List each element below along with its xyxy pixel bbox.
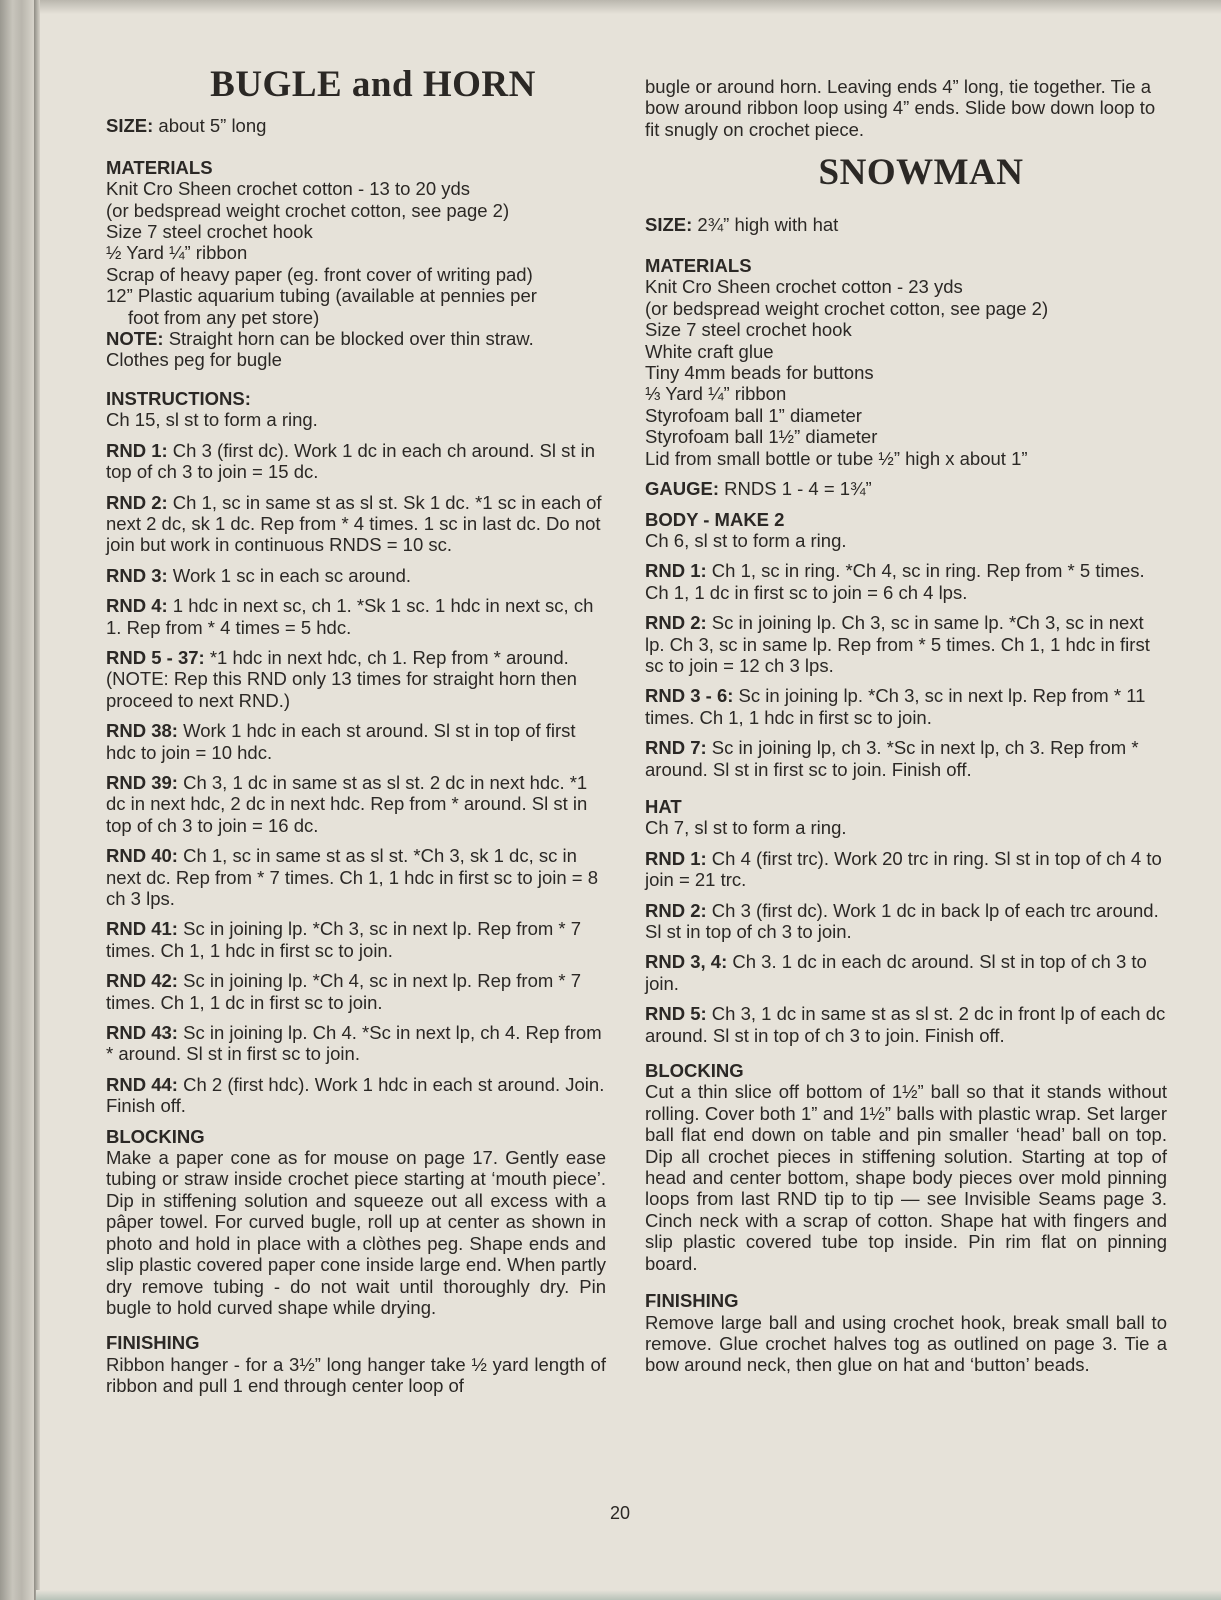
snowman-blocking-text: Cut a thin slice off bottom of 1½” ball so that it stands without rolling. Cover both 1” and 1½” balls with plastic wrap. Set larger ball flat end down on table and pin smaller ‘head’ ball on top. Dip all crochet pieces in stiffening solution. Starting at top of head and center bottom, shape body pieces over mold pinning loops from last RND tip to tip — see Invisible Seams page 3. Cinch neck with a scrap of cotton. Shape hat with fingers and slip plastic covered tube top inside. Pin rim flat on pinning board.: [645, 1081, 1167, 1274]
snowman-finishing-text: Remove large ball and using crochet hook, break small ball to remove. Glue crochet halves tog as outlined on page 3. Tie a bow around neck, then glue on hat and ‘button’ beads.: [645, 1311, 1167, 1376]
bugle-material-item: Knit Cro Sheen crochet cotton - 13 to 20 yds: [106, 178, 471, 200]
snowman-size-value: 2¾” high with hat: [692, 213, 839, 235]
snowman-size: [645, 214, 1167, 235]
round-text: Ch 4 (first trc). Work 20 trc in ring. Sl st in top of ch 4 to join = 21 trc.: [645, 847, 1162, 891]
bugle-round: [106, 492, 606, 556]
snowman-body-heading: BODY - MAKE 2: [645, 508, 785, 530]
round-text: Work 1 hdc in each st around. Sl st in top of first hdc to join = 10 hdc.: [106, 720, 576, 763]
round-text: Ch 1, sc in same st as sl st. *Ch 3, sk 1 dc, sc in next dc. Rep from * 7 times. Ch 1, 1 hdc in first sc to join = 8 ch 3 lps.: [106, 845, 599, 909]
gauge-text: RNDS 1 - 4 = 1¾”: [719, 478, 872, 500]
round-label: RND 44:: [106, 1073, 178, 1095]
snowman-materials-heading: MATERIALS: [645, 255, 752, 277]
bugle-round: [106, 1022, 606, 1065]
bugle-note-label: NOTE:: [106, 328, 164, 350]
bugle-column: [106, 64, 606, 1397]
snowman-body-round: [645, 737, 1167, 780]
bugle-round: [106, 565, 606, 586]
round-label: RND 39:: [106, 771, 178, 793]
round-label: RND 3:: [106, 564, 168, 586]
snowman-material-item: Knit Cro Sheen crochet cotton - 23 yds: [645, 276, 963, 298]
bugle-round: [106, 595, 606, 638]
round-text: Sc in joining lp. Ch 3, sc in same lp. *Ch 3, sc in next lp. Ch 3, sc in same lp. Rep from * 5 times. Ch 1, 1 hdc in first sc to join = 12 ch 3 lps.: [645, 612, 1150, 676]
round-label: RND 7:: [645, 737, 707, 759]
round-text: Ch 3. 1 dc in each dc around. Sl st in top of ch 3 to join.: [645, 951, 1147, 994]
round-text: 1 hdc in next sc, ch 1. *Sk 1 sc. 1 hdc in next sc, ch 1. Rep from * 4 times = 5 hdc.: [106, 595, 594, 638]
round-label: RND 5 - 37:: [106, 646, 205, 668]
bugle-material-item-continued: foot from any pet store): [128, 306, 320, 328]
snowman-body-round: [645, 560, 1167, 603]
round-text: Ch 3 (first dc). Work 1 dc in back lp of each trc around. Sl st in top of ch 3 to join.: [645, 899, 1159, 942]
bugle-blocking-heading: BLOCKING: [106, 1125, 205, 1147]
round-label: RND 2:: [645, 899, 707, 921]
round-text: Ch 1, sc in ring. *Ch 4, sc in ring. Rep from * 5 times. Ch 1, 1 dc in first sc to join = 6 ch 4 lps.: [645, 560, 1145, 603]
round-label: RND 42:: [106, 970, 178, 992]
bugle-size: [106, 115, 606, 136]
round-label: RND 5:: [645, 1003, 707, 1025]
snowman-body-round: [645, 685, 1167, 728]
snowman-gauge: [645, 478, 1167, 499]
snowman-material-item: Styrofoam ball 1½” diameter: [645, 426, 878, 448]
snowman-material-item: Styrofoam ball 1” diameter: [645, 404, 862, 426]
round-label: RND 43:: [106, 1022, 178, 1044]
bugle-round: [106, 845, 606, 909]
bugle-note-text: Straight horn can be blocked over thin straw.: [163, 328, 534, 350]
round-text: Sc in joining lp. Ch 4. *Sc in next lp, ch 4. Rep from * around. Sl st in first sc to join.: [106, 1022, 602, 1065]
page-number: 20: [609, 1503, 631, 1523]
bugle-material-item: Scrap of heavy paper (eg. front cover of writing pad): [106, 263, 533, 285]
snowman-blocking-heading: BLOCKING: [645, 1060, 744, 1082]
top-edge-shadow: [0, 0, 1221, 14]
bugle-blocking-text: Make a paper cone as for mouse on page 17. Gently ease tubing or straw inside crochet piece starting at ‘mouth piece’. Dip in stiffening solution and squeeze out all excess with a pâper towel. For curved bugle, roll up at center as shown in photo and hold in place with a clòthes peg. Shape ends and slip plastic covered paper cone inside large end. When partly dry remove tubing - do not wait until thoroughly dry. Pin bugle to hold curved shape while drying.: [106, 1147, 606, 1318]
snowman-material-item: ⅓ Yard ¼” ribbon: [645, 383, 787, 405]
bugle-material-item: Clothes peg for bugle: [106, 349, 282, 371]
bugle-round: [106, 720, 606, 763]
bugle-material-item: ½ Yard ¼” ribbon: [106, 242, 248, 264]
round-text: *1 hdc in next hdc, ch 1. Rep from * around. (NOTE: Rep this RND only 13 times for straight horn then proceed to next RND.): [106, 646, 577, 711]
snowman-hat-round: [645, 848, 1167, 891]
round-text: Sc in joining lp. *Ch 3, sc in next lp. Rep from * 7 times. Ch 1, 1 hdc in first sc to join.: [106, 918, 582, 961]
snowman-hat-round: [645, 951, 1167, 994]
round-text: Sc in joining lp, ch 3. *Sc in next lp, ch 3. Rep from * around. Sl st in first sc to join. Finish off.: [645, 737, 1139, 780]
round-text: Ch 3, 1 dc in same st as sl st. 2 dc in front lp of each dc around. Sl st in top of ch 3 to join. Finish off.: [645, 1003, 1166, 1046]
round-label: RND 1:: [645, 560, 707, 582]
round-label: RND 3, 4:: [645, 951, 728, 973]
gauge-label: GAUGE:: [645, 478, 719, 500]
snowman-material-item: White craft glue: [645, 340, 774, 362]
bugle-round: [106, 647, 606, 711]
bugle-round: [106, 970, 606, 1013]
round-label: RND 1:: [106, 439, 168, 461]
snowman-body-intro: Ch 6, sl st to form a ring.: [645, 529, 847, 551]
round-text: Sc in joining lp. *Ch 4, sc in next lp. Rep from * 7 times. Ch 1, 1 dc in first sc to join.: [106, 970, 582, 1013]
snowman-title: SNOWMAN: [818, 152, 1024, 194]
snowman-hat-round: [645, 1003, 1167, 1046]
round-text: Work 1 sc in each sc around.: [167, 564, 412, 586]
round-label: RND 3 - 6:: [645, 685, 734, 707]
snowman-material-item: (or bedspread weight crochet cotton, see page 2): [645, 297, 1049, 319]
round-text: Sc in joining lp. *Ch 3, sc in next lp. Rep from * 11 times. Ch 1, 1 hdc in first sc to join.: [645, 685, 1146, 728]
snowman-material-item: Lid from small bottle or tube ½” high x about 1”: [645, 447, 1028, 469]
round-label: RND 2:: [645, 612, 707, 634]
round-text: Ch 2 (first hdc). Work 1 hdc in each st around. Join. Finish off.: [106, 1073, 605, 1117]
snowman-finishing-heading: FINISHING: [645, 1290, 739, 1312]
bottom-edge-strip: [36, 1590, 1221, 1600]
snowman-size-label: SIZE:: [645, 213, 693, 235]
snowman-hat-round: [645, 900, 1167, 943]
bugle-instructions-heading: INSTRUCTIONS:: [106, 387, 251, 409]
bugle-finishing-continued: bugle or around horn. Leaving ends 4” long, tie together. Tie a bow around ribbon loop using 4” ends. Slide bow down loop to fit snugly on crochet piece.: [645, 76, 1156, 140]
bugle-note: [106, 328, 606, 349]
round-text: Ch 1, sc in same st as sl st. Sk 1 dc. *1 sc in each of next 2 dc, sk 1 dc. Rep from * 4 times. 1 sc in last dc. Do not join but work in continuous RNDS = 10 sc.: [106, 491, 602, 556]
bugle-size-value: about 5” long: [153, 115, 267, 137]
bugle-materials-heading: MATERIALS: [106, 156, 213, 178]
snowman-material-item: Size 7 steel crochet hook: [645, 319, 852, 341]
bugle-material-item: (or bedspread weight crochet cotton, see page 2): [106, 199, 510, 221]
bugle-round: [106, 1074, 606, 1117]
round-label: RND 41:: [106, 918, 178, 940]
bugle-round: [106, 772, 606, 836]
bugle-instructions-intro: Ch 15, sl st to form a ring.: [106, 409, 318, 431]
snowman-column: [645, 76, 1167, 1376]
round-label: RND 1:: [645, 847, 707, 869]
bugle-material-item: 12” Plastic aquarium tubing (available at pennies per: [106, 285, 537, 307]
page-binding: [0, 0, 37, 1600]
snowman-hat-heading: HAT: [645, 795, 682, 817]
snowman-body-round: [645, 612, 1167, 676]
round-label: RND 40:: [106, 845, 178, 867]
bugle-round: [106, 440, 606, 483]
binding-edge: [34, 0, 40, 1600]
snowman-hat-intro: Ch 7, sl st to form a ring.: [645, 817, 847, 839]
bugle-size-label: SIZE:: [106, 115, 154, 137]
round-text: Ch 3, 1 dc in same st as sl st. 2 dc in next hdc. *1 dc in next hdc, 2 dc in next hdc. Rep from * around. Sl st in top of ch 3 to join = 16 dc.: [106, 771, 588, 836]
bugle-finishing-heading: FINISHING: [106, 1332, 200, 1354]
round-label: RND 2:: [106, 491, 168, 513]
bugle-title: BUGLE and HORN: [210, 64, 536, 105]
round-text: Ch 3 (first dc). Work 1 dc in each ch around. Sl st in top of ch 3 to join = 15 dc.: [106, 439, 596, 483]
round-label: RND 4:: [106, 595, 168, 617]
bugle-finishing-text: Ribbon hanger - for a 3½” long hanger take ½ yard length of ribbon and pull 1 end through center loop of: [106, 1353, 606, 1397]
bugle-round: [106, 918, 606, 961]
round-label: RND 38:: [106, 720, 178, 742]
snowman-material-item: Tiny 4mm beads for buttons: [645, 362, 874, 384]
bugle-material-item: Size 7 steel crochet hook: [106, 221, 313, 243]
